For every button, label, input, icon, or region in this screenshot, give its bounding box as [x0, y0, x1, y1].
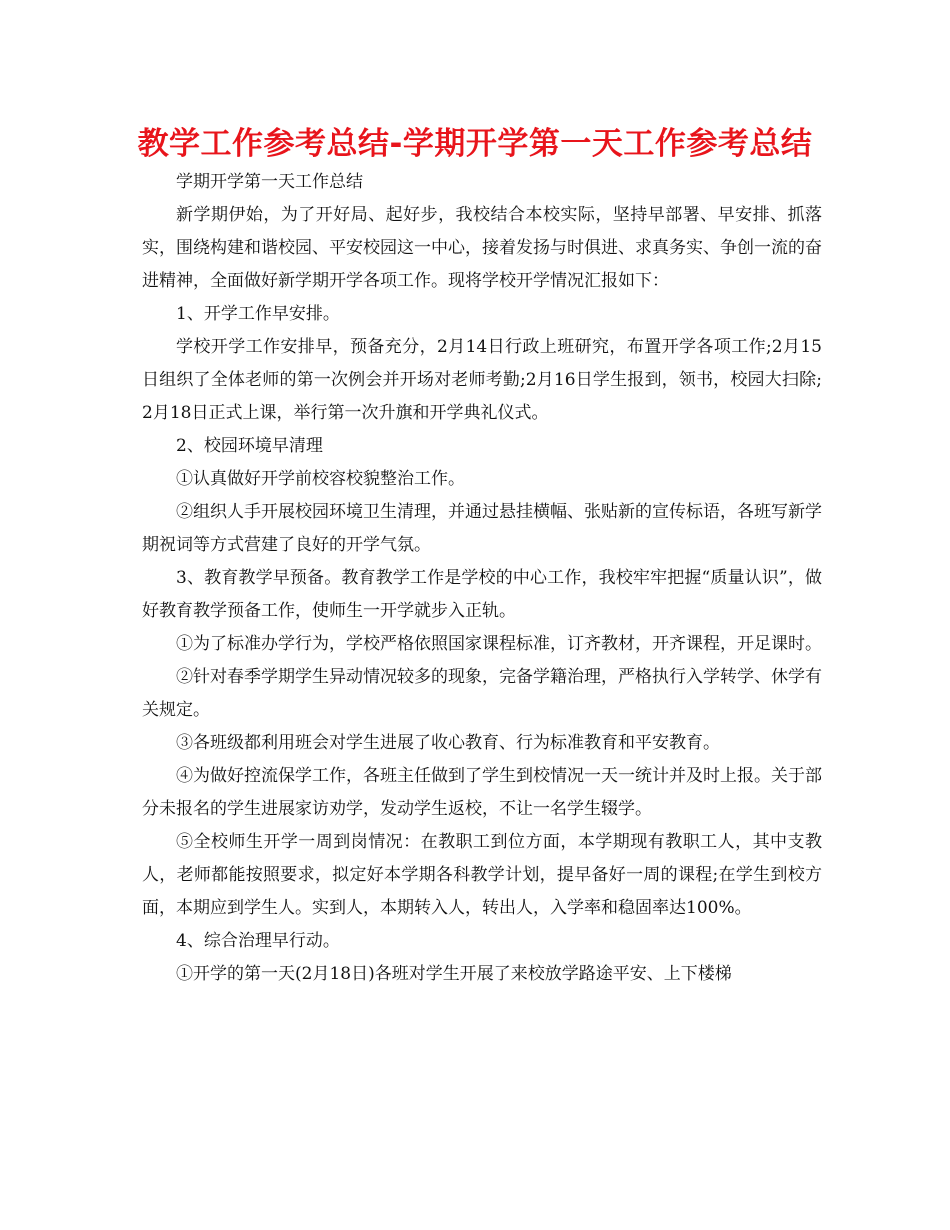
- section-heading-2: 2、校园环境早清理: [176, 436, 323, 456]
- section-heading-4: 4、综合治理早行动。: [176, 931, 340, 951]
- paragraph: 学校开学工作安排早，预备充分，2月14日行政上班研究，布置开学各项工作;2月15日组织了全体老师的第一次例会并开场对老师考勤;2月16日学生报到，领书，校园大扫除;2月18日正式上课，举行第一次升旗和开学典礼仪式。: [142, 337, 822, 423]
- paragraph-intro: 新学期伊始，为了开好局、起好步，我校结合本校实际，坚持早部署、早安排、抓落实，围绕构建和谐校园、平安校园这一中心，接着发扬与时俱进、求真务实、争创一流的奋进精神，全面做好新学期开学各项工作。现将学校开学情况汇报如下：: [142, 205, 822, 291]
- section-heading-1: 1、开学工作早安排。: [176, 304, 340, 324]
- paragraph-subtitle: 学期开学第一天工作总结: [176, 172, 363, 192]
- document-title: 教学工作参考总结-学期开学第一天工作参考总结: [137, 126, 813, 162]
- list-item: ④为做好控流保学工作，各班主任做到了学生到校情况一天一统计并及时上报。关于部分未报名的学生进展家访劝学，发动学生返校，不让一名学生辍学。: [142, 766, 822, 819]
- section-heading-3: 3、教育教学早预备。教育教学工作是学校的中心工作，我校牢牢把握“质量认识”，做好教育教学预备工作，使师生一开学就步入正轨。: [142, 568, 822, 621]
- list-item: ②针对春季学期学生异动情况较多的现象，完备学籍治理，严格执行入学转学、休学有关规定。: [142, 667, 822, 720]
- list-item: ⑤全校师生开学一周到岗情况：在教职工到位方面，本学期现有教职工人，其中支教人，老师都能按照要求，拟定好本学期各科教学计划，提早备好一周的课程;在学生到校方面，本期应到学生人。实到人，本期转入人，转出人，入学率和稳固率达100%。: [142, 832, 822, 918]
- list-item: ①开学的第一天(2月18日)各班对学生开展了来校放学路途平安、上下楼梯: [176, 964, 732, 984]
- list-item: ①为了标准办学行为，学校严格依照国家课程标准，订齐教材，开齐课程，开足课时。: [176, 634, 822, 654]
- document-body: [142, 166, 822, 991]
- list-item: ②组织人手开展校园环境卫生清理，并通过悬挂横幅、张贴新的宣传标语，各班写新学期祝词等方式营建了良好的开学气氛。: [142, 502, 822, 555]
- list-item: ①认真做好开学前校容校貌整治工作。: [176, 469, 465, 489]
- list-item: ③各班级都利用班会对学生进展了收心教育、行为标准教育和平安教育。: [176, 733, 720, 753]
